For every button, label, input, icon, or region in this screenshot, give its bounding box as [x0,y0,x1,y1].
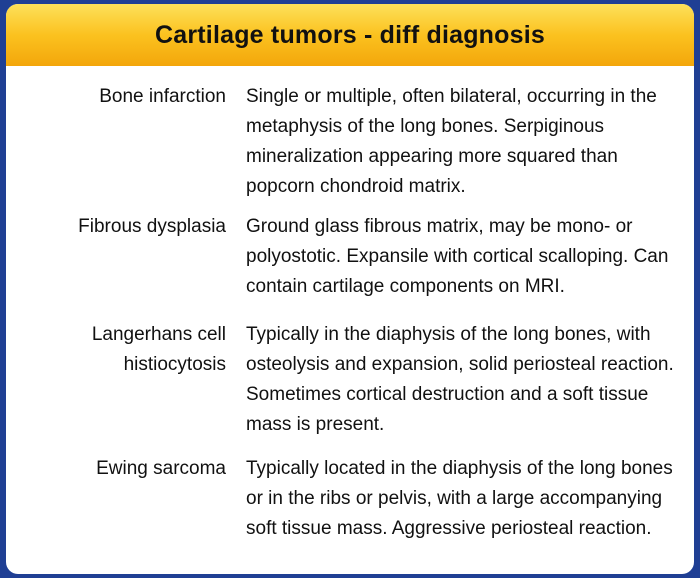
entry-description: Ground glass fibrous matrix, may be mono- or polyostotic. Expansile with cortical scalloping. Can contain cartilage components on MRI. [246,216,669,297]
entry-description: Typically in the diaphysis of the long bones, with osteolysis and expansion, solid periosteal reaction. Sometimes cortical destruction and a soft tissue mass is present. [246,324,674,435]
title-bar [6,4,694,66]
entry-term: Langerhans cell histiocytosis [91,324,226,375]
entry-term: Fibrous dysplasia [78,216,226,237]
content-card [6,4,694,574]
entry-term: Bone infarction [99,86,226,107]
entry-term: Ewing sarcoma [96,458,226,479]
entry-description: Typically located in the diaphysis of the long bones or in the ribs or pelvis, with a large accompanying soft tissue mass. Aggressive periosteal reaction. [246,458,673,539]
slide-title: Cartilage tumors - diff diagnosis [155,20,545,49]
entry-description: Single or multiple, often bilateral, occurring in the metaphysis of the long bones. Serpiginous mineralization appearing more squared than popcorn chondroid matrix. [246,86,657,197]
